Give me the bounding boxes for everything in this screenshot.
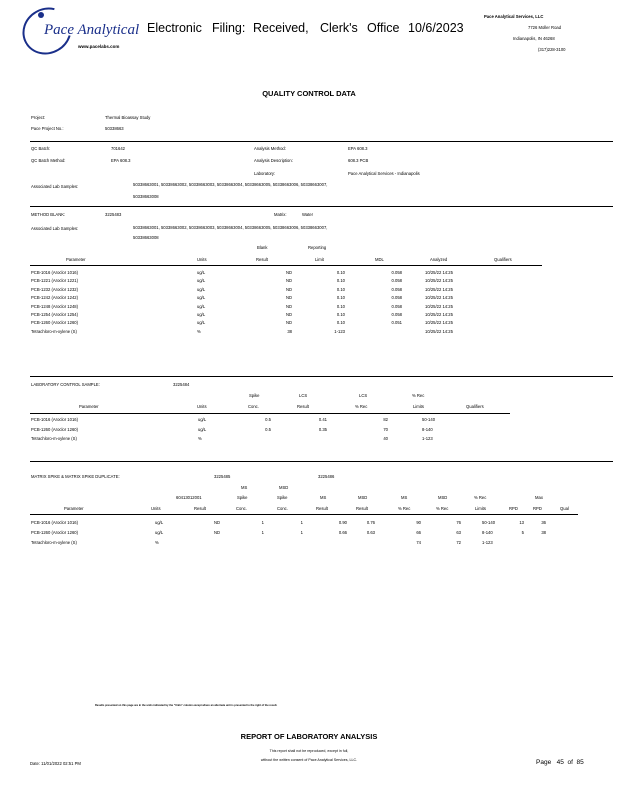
page-word: Page [536, 759, 552, 766]
of-word: of [567, 759, 573, 766]
qc-batch-label: QC Batch: [31, 146, 51, 151]
assoc-samples-line-1: 50338663001, 50338663002, 50338663003, 50338663004, 50338663005, 50338663006, 50338663007, [133, 182, 328, 187]
msd-cell-ms_spike: 1 [261, 520, 264, 525]
msd-cell-ms_rec: 90 [416, 520, 421, 525]
blank-assoc-value [133, 225, 343, 231]
page-title: QUALITY CONTROL DATA [262, 89, 356, 98]
blank-cell-param: PCB-1260 (Aroclor 1260) [31, 320, 79, 326]
method-blank-label: METHOD BLANK: [31, 212, 66, 217]
filing-word-3: Received, [253, 21, 309, 35]
analysis-desc-label: Analysis Description: [254, 158, 293, 163]
assoc-samples-line-2: 50338663008 [133, 194, 159, 199]
msd-h-ms-conc: Conc. [236, 506, 247, 511]
msd-h-parameter: Parameter [64, 506, 84, 511]
msd-cell-max: 36 [541, 520, 546, 525]
blank-assoc-line-1: 50338663001, 50338663002, 50338663003, 50338663004, 50338663005, 50338663006, 50338663007, [133, 225, 328, 230]
lcs-cell-spike: 0.5 [265, 417, 271, 422]
msd-cell-limits: 8-140 [482, 530, 493, 535]
msd-cell-limits: 1-123 [482, 540, 493, 545]
lcs-cell-limits: 50-140 [422, 417, 436, 422]
blank-cell-result: ND [285, 278, 292, 284]
msd-cell-msd_rec: 72 [456, 540, 461, 545]
msd-cell-units: ug/L [155, 530, 164, 535]
blank-cell-units: ug/L [197, 312, 206, 317]
blank-cell-units: ug/L [197, 320, 206, 326]
blank-cell-param: PCB-1248 (Aroclor 1248) [31, 303, 79, 309]
lcs-header-result: Result [297, 404, 309, 409]
msd-cell-units: ug/L [155, 520, 164, 525]
msd-h-msd-rec: MSD [438, 495, 448, 500]
page-number: 45 [556, 759, 564, 766]
lcs-cell-units: ug/L [198, 417, 207, 422]
filing-word-5: Office [367, 21, 400, 35]
company-address-1: 7726 Moller Road [528, 25, 562, 30]
reproduce-line-1: This report shall not be reproduced, except in full, [269, 749, 349, 753]
blank-cell-units: ug/L [197, 270, 206, 275]
lcs-cell-spike: 0.5 [265, 426, 271, 432]
filing-word-1: Electronic [147, 21, 202, 35]
msd-h-msd-pctrec: % Rec [436, 506, 449, 511]
logo-dot-icon [38, 12, 44, 18]
msd-h-rpd: RPD [509, 506, 518, 511]
blank-cell-result: ND [285, 320, 292, 326]
lcs-header-conc: Conc. [248, 404, 259, 409]
blank-cell-units: ug/L [197, 286, 206, 292]
blank-cell-mdl: 0.058 [391, 295, 402, 301]
lcs-cell-result: 0.41 [318, 417, 327, 422]
blank-header-blank: Blank [257, 245, 268, 250]
msd-cell-rpd: 13 [519, 520, 524, 525]
page-total: 85 [576, 759, 584, 766]
blank-header-qualifiers: Qualifiers [494, 257, 512, 262]
msd-h-ms: MS [241, 485, 248, 490]
lcs-cell-units: ug/L [198, 426, 207, 432]
blank-cell-param: PCB-1242 (Aroclor 1242) [31, 295, 79, 301]
lcs-header-pctrec: % Rec [355, 404, 368, 409]
page-indicator [536, 759, 584, 766]
lcs-cell-limits: 8-140 [422, 426, 433, 432]
msd-h-ms-rec: MS [401, 495, 408, 500]
blank-header-units: Units [197, 257, 207, 262]
blank-cell-result: ND [285, 312, 292, 317]
msd-cell-ms_rec: 66 [416, 530, 421, 535]
results-note: Results presented on this page are in the units indicated by the "Units" column except where an alternate unit is presented to the right of the result. [95, 704, 278, 707]
msd-h-max: Max [535, 495, 543, 500]
lcs-cell-param: Tetrachloro-m-xylene (S) [31, 436, 77, 442]
blank-cell-limit: 0.10 [336, 312, 345, 317]
msd-id: 3225486 [318, 474, 335, 479]
msd-h-ms-result: Result [316, 506, 328, 511]
filing-word-2: Filing: [212, 21, 246, 35]
blank-cell-result: ND [285, 295, 292, 301]
blank-header-parameter: Parameter [66, 257, 86, 262]
matrix-value: Water [302, 212, 314, 217]
company-phone: (317)228-3100 [538, 47, 566, 52]
lcs-header-lcsrec: LCS [359, 393, 368, 398]
lcs-id: 3225484 [173, 382, 190, 387]
msd-cell-msd_res: 0.76 [366, 520, 375, 525]
blank-cell-units: % [197, 328, 201, 334]
lcs-cell-param: PCB-1016 (Aroclor 1016) [31, 417, 79, 422]
msd-h-msd-result: Result [356, 506, 368, 511]
filing-word-4: Clerk's [320, 21, 358, 35]
blank-cell-analyzed: 10/25/22 14:25 [425, 328, 453, 334]
laboratory-label: Laboratory: [254, 171, 276, 176]
msd-cell-limits: 50-140 [482, 520, 496, 525]
blank-cell-limit: 0.10 [336, 295, 345, 301]
lcs-header-units: Units [197, 404, 207, 409]
reproduce-line-2: without the written consent of Pace Analytical Services, LLC. [260, 758, 358, 762]
logo-text: Pace Analytical [44, 22, 140, 38]
blank-cell-analyzed: 10/25/22 14:25 [425, 270, 453, 275]
blank-cell-mdl: 0.058 [391, 270, 402, 275]
blank-cell-analyzed: 10/25/22 14:25 [425, 286, 453, 292]
msd-h-result: Result [194, 506, 206, 511]
blank-cell-analyzed: 10/25/22 14:25 [425, 278, 453, 284]
project-label: Project: [31, 115, 46, 120]
lcs-cell-result: 0.35 [318, 426, 327, 432]
blank-cell-mdl: 0.058 [391, 286, 402, 292]
analysis-method-value: EPA 608.3 [348, 146, 368, 151]
blank-cell-result: ND [285, 286, 292, 292]
blank-cell-param: PCB-1221 (Aroclor 1221) [31, 278, 79, 284]
blank-header-reporting: Reporting [308, 245, 327, 250]
lcs-cell-rec: 40 [383, 436, 388, 442]
divider [30, 141, 613, 142]
msd-cell-msd_spike: 1 [300, 520, 303, 525]
blank-header-mdl: MDL [375, 257, 384, 262]
lcs-header-qualifiers: Qualifiers [466, 404, 484, 409]
blank-cell-limit: 0.10 [336, 286, 345, 292]
msd-cell-msd_res: 0.63 [366, 530, 375, 535]
blank-cell-mdl: 0.058 [391, 312, 402, 317]
divider [30, 461, 613, 462]
msd-cell-ms_res: 0.90 [338, 520, 347, 525]
msd-label: MATRIX SPIKE & MATRIX SPIKE DUPLICATE: [31, 474, 120, 479]
blank-cell-limit: 0.10 [336, 270, 345, 275]
blank-cell-param: PCB-1232 (Aroclor 1232) [31, 286, 79, 292]
table-header-rule [30, 514, 578, 515]
msd-h-lim: % Rec [474, 495, 487, 500]
table-header-rule [30, 413, 510, 414]
company-name: Pace Analytical Services, LLC [484, 14, 544, 19]
divider [30, 206, 613, 207]
filing-date: 10/6/2023 [408, 21, 464, 35]
lcs-header-parameter: Parameter [79, 404, 99, 409]
lcs-cell-limits: 1-123 [422, 436, 433, 442]
blank-cell-mdl: 0.051 [391, 320, 402, 326]
blank-cell-limit: 0.10 [336, 278, 345, 284]
msd-cell-ms_res: 0.66 [338, 530, 347, 535]
blank-cell-units: ug/L [197, 278, 206, 284]
msd-h-ms-pctrec: % Rec [398, 506, 411, 511]
laboratory-value: Pace Analytical Services - Indianapolis [348, 171, 420, 176]
blank-header-analyzed: Analyzed [430, 257, 448, 262]
project-value: Thermal Bioassay Study [105, 115, 151, 120]
lcs-cell-param: PCB-1260 (Aroclor 1260) [31, 426, 79, 432]
msd-h-msd-spike: Spike [277, 495, 288, 500]
assoc-samples-label: Associated Lab Samples: [31, 184, 79, 189]
blank-cell-analyzed: 10/25/22 14:25 [425, 295, 453, 301]
blank-cell-analyzed: 10/25/22 14:25 [425, 312, 453, 317]
blank-cell-limit: 1-123 [334, 328, 345, 334]
blank-cell-param: PCB-1016 (Aroclor 1016) [31, 270, 79, 275]
msd-cell-rpd: 5 [521, 530, 524, 535]
blank-cell-param: PCB-1254 (Aroclor 1254) [31, 312, 79, 317]
lcs-header-spike: Spike [249, 393, 260, 398]
msd-cell-sample: ND [213, 520, 220, 525]
lcs-cell-units: % [198, 436, 202, 442]
blank-cell-mdl: 0.058 [391, 278, 402, 284]
msd-cell-ms_spike: 1 [261, 530, 264, 535]
lcs-cell-rec: 70 [383, 426, 388, 432]
msd-cell-param: Tetrachloro-m-xylene (S) [31, 540, 77, 545]
msd-cell-sample: ND [213, 530, 220, 535]
msd-h-msd-conc: Conc. [277, 506, 288, 511]
msd-h-ms-spike: Spike [237, 495, 248, 500]
msd-h-max-rpd: RPD [533, 506, 542, 511]
msd-cell-max: 38 [541, 530, 546, 535]
report-title: REPORT OF LABORATORY ANALYSIS [240, 732, 378, 741]
msd-h-qual: Qual [560, 506, 569, 511]
blank-cell-limit: 0.10 [336, 303, 345, 309]
msd-cell-msd_rec: 76 [456, 520, 461, 525]
msd-h-limits: Limits [475, 506, 486, 511]
lcs-label: LABORATORY CONTROL SAMPLE: [31, 382, 100, 387]
blank-cell-result: ND [285, 303, 292, 309]
msd-cell-msd_spike: 1 [300, 530, 303, 535]
lcs-cell-rec: 82 [383, 417, 388, 422]
company-address-2: Indianapolis, IN 46268 [513, 36, 555, 41]
msd-cell-units: % [155, 540, 159, 545]
assoc-samples-value [133, 182, 343, 188]
blank-assoc-label: Associated Lab Samples: [31, 226, 79, 231]
msd-cell-param: PCB-1016 (Aroclor 1016) [31, 520, 79, 525]
qc-batch-method-value: EPA 608.3 [111, 158, 131, 163]
qc-batch-value: 701642 [111, 146, 125, 151]
logo-url: www.pacelabs.com [78, 44, 120, 49]
blank-cell-units: ug/L [197, 295, 206, 301]
method-blank-id: 3225483 [105, 212, 122, 217]
lcs-header-limits: Limits [413, 404, 424, 409]
matrix-label: Matrix: [274, 212, 287, 217]
blank-assoc-line-2: 50338663008 [133, 235, 159, 240]
blank-cell-limit: 0.10 [336, 320, 345, 326]
msd-cell-param: PCB-1260 (Aroclor 1260) [31, 530, 79, 535]
msd-h-msd: MSD [279, 485, 289, 490]
blank-header-limit: Limit [315, 257, 324, 262]
msd-h-ms-res: MS [320, 495, 327, 500]
msd-h-msd-res: MSD [358, 495, 368, 500]
msd-h-sample: 60413012001 [176, 495, 202, 500]
blank-cell-mdl: 0.058 [391, 303, 402, 309]
analysis-method-label: Analysis Method: [254, 146, 286, 151]
msd-cell-msd_rec: 63 [456, 530, 461, 535]
blank-cell-param: Tetrachloro-m-xylene (S) [31, 328, 77, 334]
pace-project-value: 50338663 [105, 126, 124, 131]
report-date: Date: 11/01/2022 02:51 PM [30, 761, 81, 766]
blank-header-result: Result [256, 257, 268, 262]
analysis-desc-value: 608.3 PCB [348, 158, 369, 163]
ms-id: 3225485 [214, 474, 231, 479]
table-header-rule [30, 265, 542, 266]
blank-cell-analyzed: 10/25/22 14:25 [425, 320, 453, 326]
msd-h-units: Units [151, 506, 161, 511]
msd-cell-ms_rec: 74 [416, 540, 421, 545]
lcs-header-rec: % Rec [412, 393, 425, 398]
blank-cell-result: 38 [287, 328, 292, 334]
blank-cell-analyzed: 10/25/22 14:25 [425, 303, 453, 309]
blank-cell-result: ND [285, 270, 292, 275]
blank-cell-units: ug/L [197, 303, 206, 309]
pace-project-label: Pace Project No.: [31, 126, 64, 131]
qc-batch-method-label: QC Batch Method: [31, 158, 66, 163]
lcs-header-lcs: LCS [299, 393, 308, 398]
divider [30, 376, 613, 377]
